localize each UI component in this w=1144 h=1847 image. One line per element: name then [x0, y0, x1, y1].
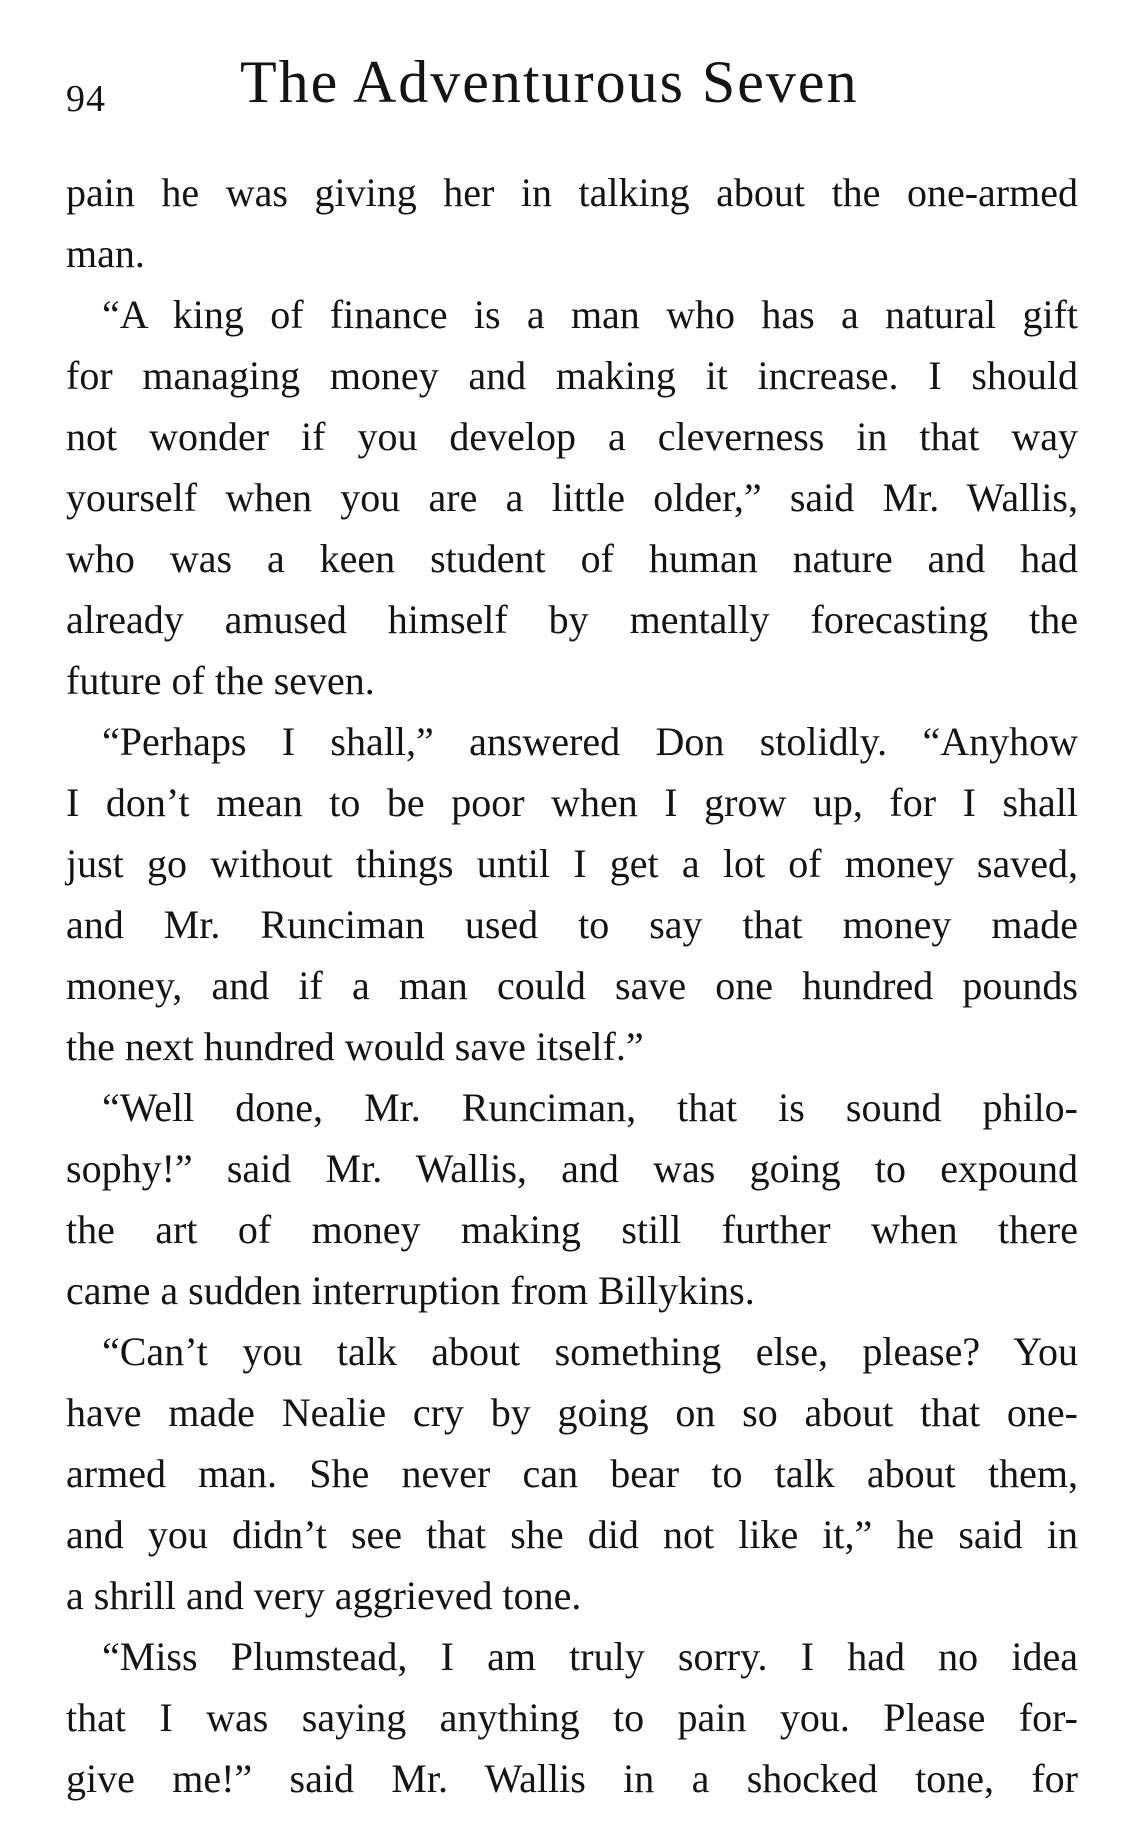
text-line: future of the seven.: [66, 658, 375, 703]
text-line: for managing money and making it increase. I should: [66, 353, 1078, 398]
text-line: “Can’t you talk about something else, please? You: [102, 1329, 1078, 1374]
text-line: who was a keen student of human nature and had: [66, 536, 1078, 581]
text-line: not wonder if you develop a cleverness in that way: [66, 414, 1078, 459]
text-line: the next hundred would save itself.”: [66, 1024, 644, 1069]
text-line: “Perhaps I shall,” answered Don stolidly. “Anyhow: [102, 719, 1078, 764]
text-line: armed man. She never can bear to talk about them,: [66, 1451, 1078, 1496]
text-line: and Mr. Runciman used to say that money made: [66, 902, 1078, 947]
text-line: the art of money making still further when there: [66, 1207, 1078, 1252]
text-line: have made Nealie cry by going on so about that one-: [66, 1390, 1078, 1435]
text-line: just go without things until I get a lot of money saved,: [66, 841, 1078, 886]
text-line: I don’t mean to be poor when I grow up, for I shall: [66, 780, 1078, 825]
text-line: money, and if a man could save one hundred pounds: [66, 963, 1078, 1008]
text-line: already amused himself by mentally forecasting the: [66, 597, 1078, 642]
text-line: a shrill and very aggrieved tone.: [66, 1573, 582, 1618]
text-line: “Well done, Mr. Runciman, that is sound philo-: [102, 1085, 1078, 1130]
text-line: yourself when you are a little older,” said Mr. Wallis,: [66, 475, 1078, 520]
page-number: 94: [66, 78, 106, 120]
text-line: man.: [66, 231, 145, 276]
text-line: sophy!” said Mr. Wallis, and was going to expound: [66, 1146, 1078, 1191]
running-title: The Adventurous Seven: [240, 49, 859, 115]
text-line: came a sudden interruption from Billykins.: [66, 1268, 755, 1313]
page-header: [66, 49, 1076, 132]
text-line: give me!” said Mr. Wallis in a shocked tone, for: [66, 1756, 1078, 1801]
text-line: that I was saying anything to pain you. Please for-: [66, 1695, 1078, 1740]
text-line: “Miss Plumstead, I am truly sorry. I had no idea: [102, 1634, 1078, 1679]
text-line: pain he was giving her in talking about the one-armed: [66, 170, 1078, 215]
text-line: “A king of finance is a man who has a natural gift: [102, 292, 1078, 337]
text-line: and you didn’t see that she did not like it,” he said in: [66, 1512, 1078, 1557]
body-text: [66, 162, 1078, 1809]
